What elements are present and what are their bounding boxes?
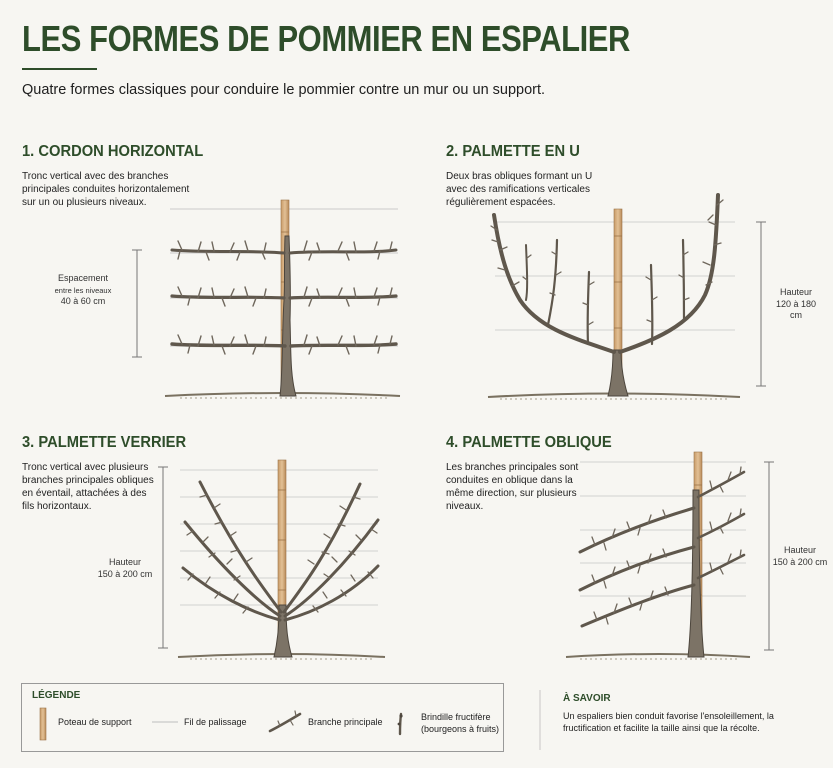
section-2-measure-bar (756, 222, 766, 386)
palmette-verrier-diagram (158, 460, 385, 659)
section-2-measure-line2: 120 à 180 cm (775, 298, 817, 320)
section-4-branches (580, 472, 744, 626)
section-4-measure-line2: 150 à 200 cm (772, 556, 828, 567)
section-4-description: Les branches principales sont conduites en oblique dans la même direction, sur plusieurs niveaux. (446, 462, 579, 512)
section-2-description: Deux bras obliques formant un U avec des ramifications verticales régulièrement espacées. (446, 171, 593, 208)
tip-text: Un espaliers bien conduit favorise l'ensoleillement, la fructification et facilite la taille ainsi que la récolte. (563, 711, 774, 733)
section-3-title: 3. PALMETTE VERRIER (22, 434, 187, 451)
section-4-title: 4. PALMETTE OBLIQUE (446, 434, 612, 451)
section-1-measure-bar (132, 250, 142, 357)
section-4-spurs (592, 467, 741, 624)
page-subtitle: Quatre formes classiques pour conduire le pommier contre un mur ou un support. (22, 82, 546, 98)
section-1-title: 1. CORDON HORIZONTAL (22, 143, 204, 160)
section-2-branches (494, 195, 718, 352)
section-3-measure-line2: 150 à 200 cm (97, 568, 153, 579)
section-3-measure-bar (158, 467, 168, 648)
legend-wire-label: Fil de palissage (184, 717, 247, 727)
section-4-ground (566, 654, 750, 657)
page-title: LES FORMES DE POMMIER EN ESPALIER (22, 18, 630, 59)
section-4-measure-bar (764, 462, 774, 650)
section-1-description: Tronc vertical avec des branches principales conduites horizontalement sur un ou plusieurs niveaux. (22, 171, 190, 208)
palmette-oblique-diagram (566, 452, 774, 659)
palmette-u-diagram (488, 195, 766, 399)
legend-spur-label: Brindille fructifère (421, 712, 491, 722)
section-1-measure-line1: Espacement (57, 273, 109, 283)
legend-post-label: Poteau de support (58, 717, 132, 727)
legend-branch-label: Branche principale (308, 717, 383, 727)
legend-spur-label-2: (bourgeons à fruits) (421, 724, 500, 734)
section-3-description: Tronc vertical avec plusieurs branches principales obliques en éventail, attachées à des fils horizontaux. (22, 462, 154, 512)
tip-title: À SAVOIR (563, 693, 611, 704)
section-2-title: 2. PALMETTE EN U (446, 143, 580, 160)
section-4-measure-line1: Hauteur (783, 545, 817, 555)
section-1-measure-line3: 40 à 60 cm (60, 296, 106, 306)
section-2-measure-line1: Hauteur (779, 287, 813, 297)
section-2-trunk (608, 350, 628, 396)
section-1-measure-line2: entre les niveaux (54, 285, 112, 295)
section-3-measure-line1: Hauteur (108, 557, 142, 567)
cordon-horizontal-diagram (132, 200, 400, 398)
legend-title: LÉGENDE (32, 690, 81, 701)
